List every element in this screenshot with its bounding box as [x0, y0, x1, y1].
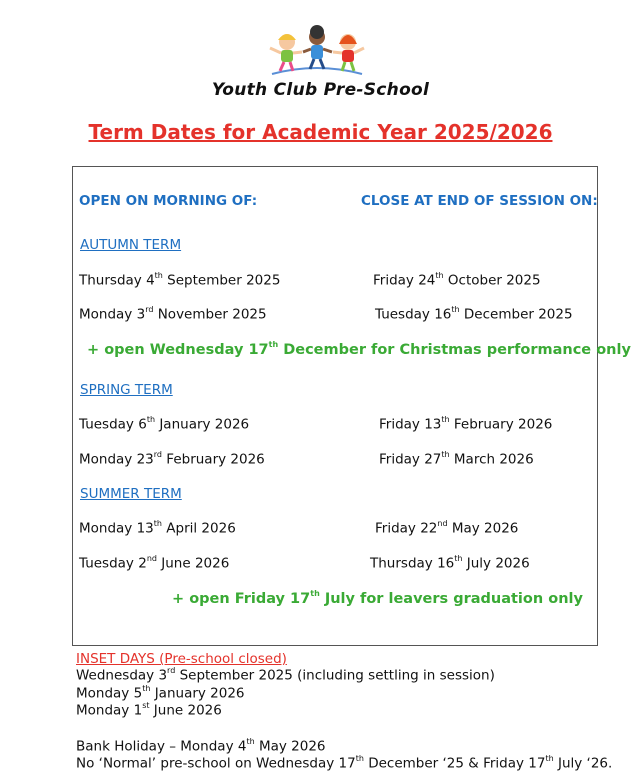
- spring-2-open: Monday 23rd February 2026: [79, 450, 265, 468]
- summer-note: + open Friday 17th July for leavers graduation only: [172, 589, 583, 607]
- inset-day-2: Monday 5th January 2026: [76, 684, 245, 702]
- bank-holiday: Bank Holiday – Monday 4th May 2026: [76, 737, 326, 755]
- autumn-2-open: Monday 3rd November 2025: [79, 305, 267, 323]
- close-header: CLOSE AT END OF SESSION ON:: [361, 193, 598, 209]
- autumn-term-heading: AUTUMN TERM: [80, 237, 182, 253]
- brand-name: Youth Club Pre-School: [211, 80, 430, 100]
- spring-1-close: Friday 13th February 2026: [379, 415, 553, 433]
- autumn-1-close: Friday 24th October 2025: [373, 271, 541, 289]
- autumn-1-open: Thursday 4th September 2025: [79, 271, 281, 289]
- summer-1-close: Friday 22nd May 2026: [375, 519, 519, 537]
- summer-2-close: Thursday 16th July 2026: [370, 554, 530, 572]
- inset-day-3: Monday 1st June 2026: [76, 701, 222, 719]
- inset-days-heading: INSET DAYS (Pre-school closed): [76, 651, 287, 667]
- page-title: Term Dates for Academic Year 2025/2026: [88, 120, 553, 144]
- summer-2-open: Tuesday 2nd June 2026: [79, 554, 230, 572]
- autumn-2-close: Tuesday 16th December 2025: [375, 305, 573, 323]
- summer-1-open: Monday 13th April 2026: [79, 519, 236, 537]
- spring-2-close: Friday 27th March 2026: [379, 450, 534, 468]
- spring-term-heading: SPRING TERM: [80, 382, 173, 398]
- inset-day-1: Wednesday 3rd September 2025 (including settling in session): [76, 666, 495, 684]
- no-normal-preschool: No ‘Normal’ pre-school on Wednesday 17th December ‘25 & Friday 17th July ‘26.: [76, 754, 613, 772]
- autumn-note: + open Wednesday 17th December for Christmas performance only: [87, 340, 631, 358]
- summer-term-heading: SUMMER TERM: [80, 486, 182, 502]
- children-logo-icon: [262, 22, 372, 82]
- open-header: OPEN ON MORNING OF:: [79, 193, 258, 209]
- spring-1-open: Tuesday 6th January 2026: [79, 415, 250, 433]
